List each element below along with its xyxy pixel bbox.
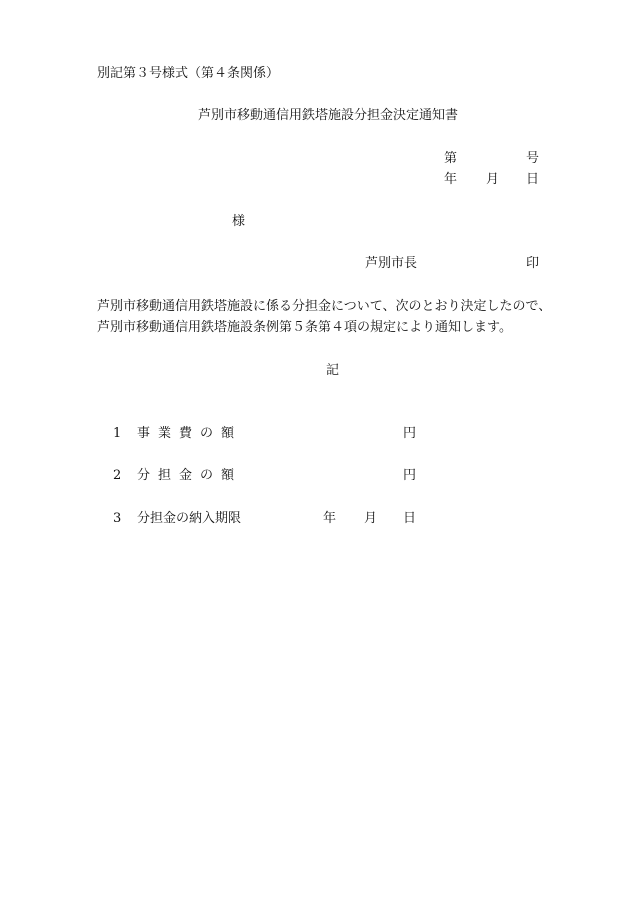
ki-heading: 記 bbox=[326, 363, 340, 378]
date-month-label: 月 bbox=[486, 172, 500, 187]
seal-mark: 印 bbox=[526, 256, 540, 271]
item-label-share-amount: 分担金の額 bbox=[137, 468, 243, 483]
item-label-project-cost: 事業費の額 bbox=[137, 426, 243, 441]
body-text-line-2: 芦別市移動通信用鉄塔施設条例第５条第４項の規定により通知します。 bbox=[97, 320, 512, 335]
document-title: 芦別市移動通信用鉄塔施設分担金決定通知書 bbox=[198, 108, 459, 123]
item-label-payment-deadline: 分担金の納入期限 bbox=[137, 511, 242, 526]
deadline-year-label: 年 bbox=[323, 511, 337, 526]
item-number: 1 bbox=[113, 426, 122, 441]
item-number: 2 bbox=[113, 468, 122, 483]
deadline-day-label: 日 bbox=[403, 511, 417, 526]
body-text-line-1: 芦別市移動通信用鉄塔施設に係る分担金について、次のとおり決定したので、 bbox=[97, 299, 552, 314]
item-unit-yen: 円 bbox=[403, 468, 417, 483]
form-label: 別記第３号様式（第４条関係） bbox=[97, 66, 280, 81]
date-year-label: 年 bbox=[444, 172, 458, 187]
item-number: 3 bbox=[113, 511, 122, 526]
issuer-name: 芦別市長 bbox=[365, 256, 418, 271]
document-number-suffix: 号 bbox=[526, 151, 540, 166]
document-number-prefix: 第 bbox=[444, 151, 458, 166]
addressee-honorific: 様 bbox=[232, 214, 246, 229]
date-day-label: 日 bbox=[526, 172, 540, 187]
item-unit-yen: 円 bbox=[403, 426, 417, 441]
deadline-month-label: 月 bbox=[364, 511, 378, 526]
